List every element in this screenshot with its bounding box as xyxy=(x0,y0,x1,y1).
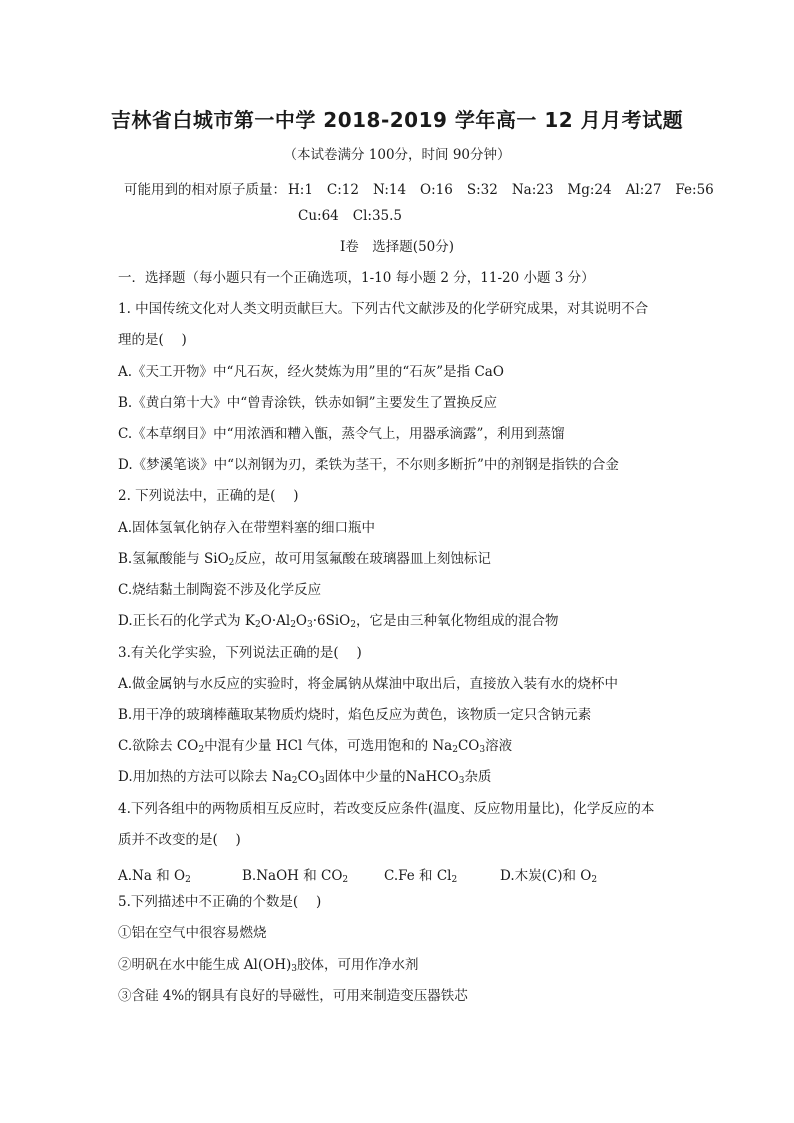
question-5-item-3: ③含硅 4%的钢具有良好的导磁性，可用来制造变压器铁芯 xyxy=(118,988,468,1004)
exam-subtitle: （本试卷满分 100分，时间 90分钟） xyxy=(283,147,511,163)
section-heading: Ⅰ卷 选择题(50分) xyxy=(339,239,455,255)
exam-title: 吉林省白城市第一中学 2018-2019 学年高一 12 月月考试题 xyxy=(110,108,684,132)
mass-item: Cl:35.5 xyxy=(352,208,403,224)
question-1-option-d: D.《梦溪笔谈》中“以剂钢为刃，柔铁为茎干，不尔则多断折”中的剂钢是指铁的合金 xyxy=(118,457,619,473)
question-3-option-b: B.用干净的玻璃棒蘸取某物质灼烧时，焰色反应为黄色，该物质一定只含钠元素 xyxy=(118,707,592,723)
mass-item: Al:27 xyxy=(625,182,662,198)
mass-item: N:14 xyxy=(372,182,407,198)
question-3-stem: 3.有关化学实验，下列说法正确的是( ) xyxy=(118,645,362,661)
mass-item: H:1 xyxy=(288,182,313,198)
mass-item: C:12 xyxy=(326,182,359,198)
question-3-option-a: A.做金属钠与水反应的实验时，将金属钠从煤油中取出后，直接放入装有水的烧杯中 xyxy=(118,676,619,692)
mass-item: Fe:56 xyxy=(675,182,714,198)
question-2-option-c: C.烧结黏土制陶瓷不涉及化学反应 xyxy=(118,582,322,598)
question-2-option-a: A.固体氢氧化钠存入在带塑料塞的细口瓶中 xyxy=(118,520,376,536)
question-3-option-c: C.欲除去 $CO_2$中混有少量 HCl 气体，可选用饱和的 $Na_2CO_3$溶液 xyxy=(118,738,513,755)
question-4-option-d: D.木炭(C)和 $O_2$ xyxy=(500,868,598,885)
question-4-option-c: C.Fe 和 $Cl_2$ xyxy=(384,868,458,885)
question-4-stem-cont: 质并不改变的是( ) xyxy=(118,832,241,848)
mass-item: Na:23 xyxy=(511,182,554,198)
question-4-option-a: A.Na 和 $O_2$ xyxy=(118,868,191,885)
atomic-mass-list xyxy=(124,178,728,198)
question-1-option-b: B.《黄白第十大》中“曾青涂铁，铁赤如铜”主要发生了置换反应 xyxy=(118,395,498,411)
mass-item: Mg:24 xyxy=(567,182,612,198)
question-4-option-b: B.NaOH 和 $CO_2$ xyxy=(242,868,349,885)
question-1-stem: 1. 中国传统文化对人类文明贡献巨大。下列古代文献涉及的化学研究成果，对其说明不合 xyxy=(118,301,649,317)
question-4-options xyxy=(118,864,597,884)
part-heading: 一．选择题（每小题只有一个正确选项，1-10 每小题 2 分，11-20 小题 3 分） xyxy=(118,270,595,286)
atomic-mass-label: 可能用到的相对原子质量： xyxy=(124,182,286,198)
mass-item: Cu:64 xyxy=(298,208,339,224)
question-2-option-b: B.氢氟酸能与 SiO$_2$反应，故可用氢氟酸在玻璃器皿上刻蚀标记 xyxy=(118,551,491,568)
question-2-option-d: D.正长石的化学式为 $K_2O\cdot Al_2O_3\cdot 6SiO_2$，它是由三种氧化物组成的混合物 xyxy=(118,613,559,630)
question-4-stem: 4.下列各组中的两物质相互反应时，若改变反应条件(温度、反应物用量比)，化学反应的本 xyxy=(118,801,655,817)
question-5-stem: 5.下列描述中不正确的个数是( ) xyxy=(118,894,322,910)
mass-item: S:32 xyxy=(466,182,498,198)
atomic-mass-list-2 xyxy=(298,208,416,224)
question-1-option-c: C.《本草纲目》中“用浓酒和糟入甑，蒸令气上，用器承滴露”，利用到蒸馏 xyxy=(118,426,565,442)
question-1-stem-cont: 理的是( ) xyxy=(118,332,187,348)
question-3-option-d: D.用加热的方法可以除去 $Na_2CO_3$固体中少量的NaHCO$_3$杂质 xyxy=(118,769,492,786)
question-5-item-2: ②明矾在水中能生成 $Al(OH)_3$胶体，可用作净水剂 xyxy=(118,957,419,974)
mass-item: O:16 xyxy=(420,182,453,198)
question-5-item-1: ①铝在空气中很容易燃烧 xyxy=(118,925,267,941)
question-2-stem: 2. 下列说法中，正确的是( ) xyxy=(118,488,299,504)
question-1-option-a: A.《天工开物》中“凡石灰，经火焚炼为用”里的“石灰”是指 CaO xyxy=(118,364,504,380)
